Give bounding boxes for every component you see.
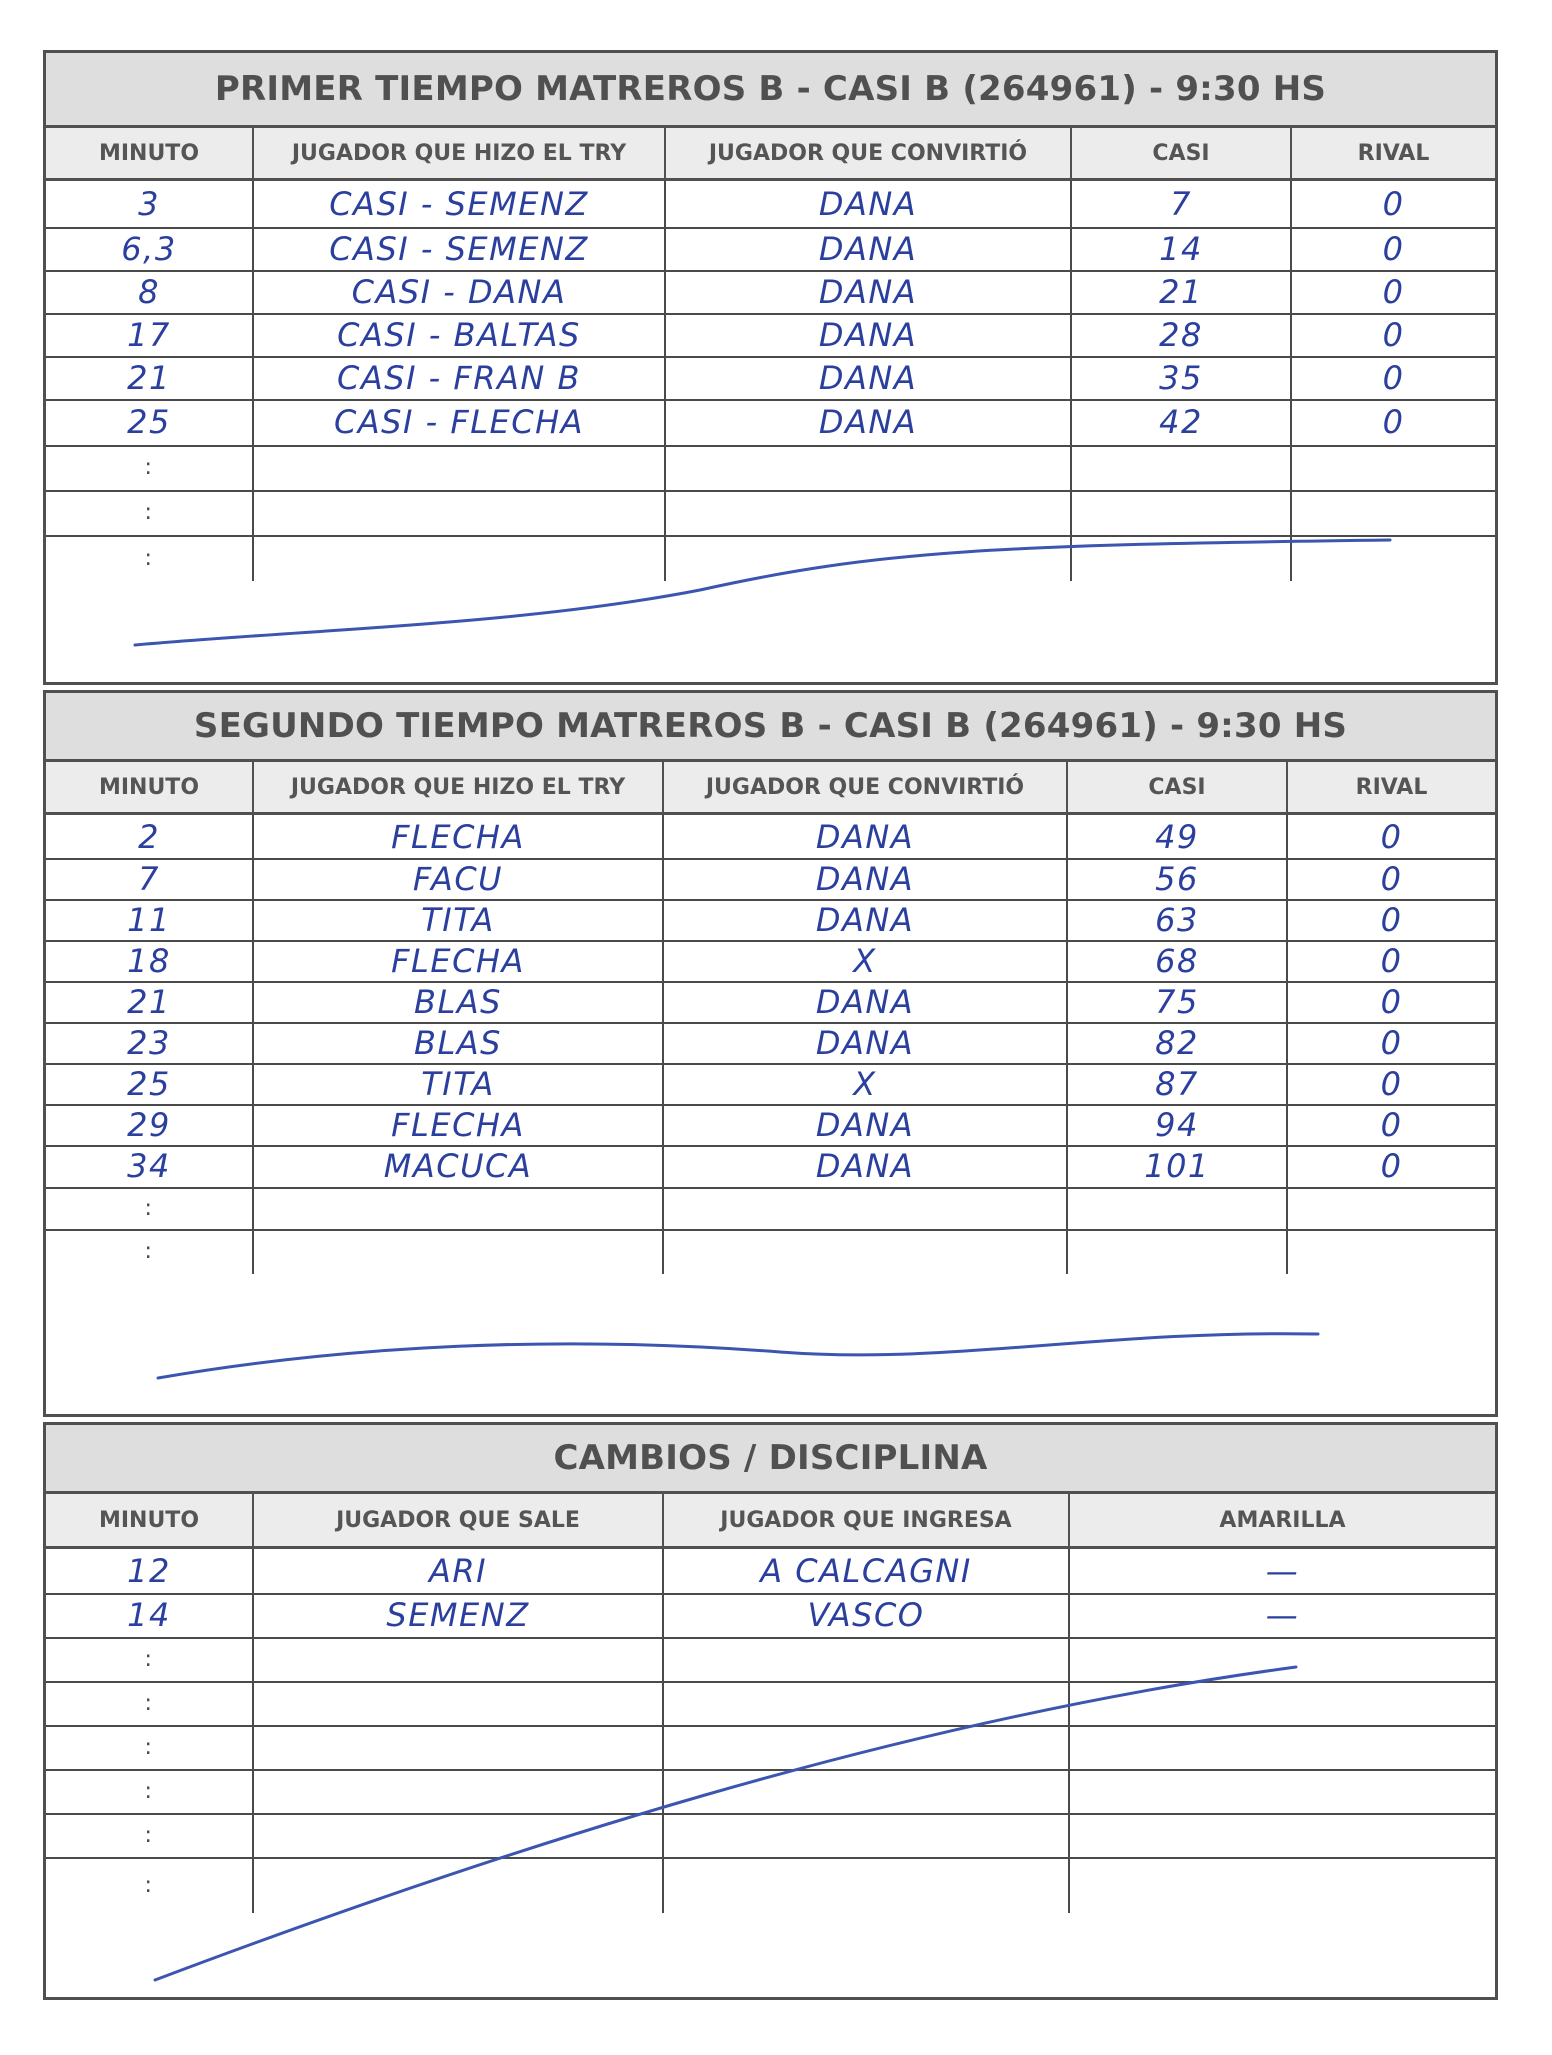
table-row (46, 815, 1495, 860)
cell-rival-score: 0 (1380, 982, 1403, 1021)
header-convirtio: JUGADOR QUE CONVIRTIÓ (666, 128, 1072, 178)
header-try: JUGADOR QUE HIZO EL TRY (254, 762, 664, 812)
table-row (46, 1593, 1495, 1639)
table-row (46, 445, 1495, 492)
second-half-header-row (46, 762, 1495, 815)
cell-amarilla (1070, 1725, 1495, 1769)
cell-amarilla (1070, 1813, 1495, 1857)
cell-player-in (664, 1681, 1070, 1725)
cell-rival-score: 0 (1382, 229, 1405, 268)
cell-casi-score: 42 (1072, 399, 1292, 445)
cell-player-out (254, 1681, 664, 1725)
cell-minuto: 8 (46, 270, 254, 313)
cell-minuto: : (46, 1813, 254, 1857)
cell-player-in (664, 1857, 1070, 1913)
cell-rival-score: 0 (1380, 1064, 1403, 1103)
table-row (46, 356, 1495, 401)
cell-player-in (664, 1813, 1070, 1857)
cell-casi-score: 68 (1068, 940, 1288, 981)
header-sale: JUGADOR QUE SALE (254, 1494, 664, 1546)
table-row (46, 490, 1495, 537)
cell-converter: DANA (666, 181, 1072, 227)
cell-converter: DANA (664, 1104, 1068, 1145)
cell-try-scorer: CASI - FLECHA (254, 399, 666, 445)
cell-minuto: : (46, 490, 254, 535)
cell-converter: DANA (666, 227, 1072, 270)
header-minuto: MINUTO (46, 762, 254, 812)
cell-player-out: ARI (254, 1549, 664, 1593)
cell-amarilla (1070, 1681, 1495, 1725)
cell-try-scorer: BLAS (254, 1022, 664, 1063)
header-ingresa: JUGADOR QUE INGRESA (664, 1494, 1070, 1546)
cell-try-scorer: FLECHA (254, 940, 664, 981)
table-row (46, 1813, 1495, 1859)
cell-try-scorer (254, 535, 666, 581)
cell-minuto: 25 (46, 1063, 254, 1104)
cell-minuto: 17 (46, 313, 254, 356)
cell-rival-score (1288, 1229, 1495, 1274)
cell-casi-score (1068, 1187, 1288, 1229)
cell-casi-score: 21 (1072, 270, 1292, 313)
cell-casi-score: 82 (1068, 1022, 1288, 1063)
cell-player-out (254, 1857, 664, 1913)
cell-minuto: : (46, 1769, 254, 1813)
second-half-title: SEGUNDO TIEMPO MATREROS B - CASI B (264961) - 9:30 HS (46, 693, 1495, 762)
cell-rival-score: 0 (1382, 185, 1405, 223)
cell-casi-score: 101 (1068, 1145, 1288, 1187)
cell-try-scorer: CASI - FRAN B (254, 356, 666, 399)
table-row (46, 181, 1495, 229)
cell-casi-score: 63 (1068, 899, 1288, 940)
cell-minuto: 2 (46, 815, 254, 858)
cell-rival-score: 0 (1382, 358, 1405, 397)
table-row (46, 1681, 1495, 1727)
cell-minuto: : (46, 1229, 254, 1274)
cell-minuto: 29 (46, 1104, 254, 1145)
cell-converter: DANA (664, 899, 1068, 940)
table-row (46, 1145, 1495, 1189)
cell-converter: DANA (664, 1022, 1068, 1063)
cell-converter: X (664, 1063, 1068, 1104)
cell-converter: DANA (666, 313, 1072, 356)
table-row (46, 1769, 1495, 1815)
cell-player-in (664, 1637, 1070, 1681)
cell-amarilla (1070, 1637, 1495, 1681)
cell-try-scorer: FACU (254, 858, 664, 899)
cell-casi-score: 87 (1068, 1063, 1288, 1104)
cell-try-scorer: BLAS (254, 981, 664, 1022)
cell-minuto: 12 (46, 1549, 254, 1593)
header-try: JUGADOR QUE HIZO EL TRY (254, 128, 666, 178)
cell-player-out: SEMENZ (254, 1593, 664, 1637)
cell-try-scorer: TITA (254, 1063, 664, 1104)
cell-player-out (254, 1769, 664, 1813)
cell-casi-score: 7 (1072, 181, 1292, 227)
cell-rival-score: 0 (1380, 817, 1403, 856)
cell-converter: DANA (666, 356, 1072, 399)
first-half-title: PRIMER TIEMPO MATREROS B - CASI B (264961) - 9:30 HS (46, 53, 1495, 128)
cell-casi-score (1068, 1229, 1288, 1274)
cell-minuto: 18 (46, 940, 254, 981)
cell-player-out (254, 1637, 664, 1681)
table-row (46, 535, 1495, 581)
first-half-section (43, 50, 1498, 685)
header-casi: CASI (1072, 128, 1292, 178)
cell-minuto: 23 (46, 1022, 254, 1063)
table-row (46, 1063, 1495, 1106)
cell-converter (666, 490, 1072, 535)
cell-minuto: : (46, 1637, 254, 1681)
header-minuto: MINUTO (46, 1494, 254, 1546)
cell-try-scorer: CASI - SEMENZ (254, 227, 666, 270)
cell-converter: DANA (666, 399, 1072, 445)
cell-player-in: VASCO (664, 1593, 1070, 1637)
table-row (46, 399, 1495, 447)
table-row (46, 227, 1495, 272)
cell-minuto: : (46, 535, 254, 581)
cell-minuto: 6,3 (46, 227, 254, 270)
header-rival: RIVAL (1357, 140, 1430, 166)
cell-casi-score (1072, 445, 1292, 490)
changes-header-row (46, 1494, 1495, 1549)
table-row (46, 1022, 1495, 1065)
cell-try-scorer (254, 490, 666, 535)
cell-casi-score: 75 (1068, 981, 1288, 1022)
cell-casi-score (1072, 535, 1292, 581)
cell-rival-score: 0 (1380, 900, 1403, 939)
cell-converter (664, 1229, 1068, 1274)
cell-minuto: : (46, 445, 254, 490)
cell-converter: DANA (666, 270, 1072, 313)
cell-converter: DANA (664, 815, 1068, 858)
cell-converter: DANA (664, 1145, 1068, 1187)
cell-rival-score (1292, 535, 1495, 581)
cell-try-scorer (254, 445, 666, 490)
cell-amarilla: — (1265, 1596, 1300, 1634)
cell-converter: X (664, 940, 1068, 981)
cell-minuto: 21 (46, 356, 254, 399)
cell-rival-score: 0 (1380, 1105, 1403, 1144)
cell-minuto: 25 (46, 399, 254, 445)
cell-rival-score: 0 (1380, 1147, 1403, 1185)
cell-rival-score: 0 (1382, 272, 1405, 311)
second-half-section (43, 690, 1498, 1417)
table-row (46, 940, 1495, 983)
cell-casi-score: 56 (1068, 858, 1288, 899)
cell-rival-score: 0 (1380, 859, 1403, 898)
cell-minuto: 14 (46, 1593, 254, 1637)
cell-try-scorer: CASI - BALTAS (254, 313, 666, 356)
cell-try-scorer (254, 1229, 664, 1274)
cell-casi-score: 94 (1068, 1104, 1288, 1145)
cell-rival-score (1288, 1187, 1495, 1229)
cell-player-out (254, 1813, 664, 1857)
cell-try-scorer: CASI - DANA (254, 270, 666, 313)
first-half-header-row (46, 128, 1495, 181)
cell-rival-score: 0 (1380, 1023, 1403, 1062)
cell-try-scorer: FLECHA (254, 815, 664, 858)
cell-amarilla (1070, 1769, 1495, 1813)
table-row (46, 1857, 1495, 1913)
table-row (46, 1187, 1495, 1231)
cell-casi-score: 49 (1068, 815, 1288, 858)
cell-try-scorer: FLECHA (254, 1104, 664, 1145)
cell-player-out (254, 1725, 664, 1769)
cell-minuto: : (46, 1857, 254, 1913)
cell-converter: DANA (664, 981, 1068, 1022)
cell-minuto: 7 (46, 858, 254, 899)
changes-section (43, 1422, 1498, 2000)
cell-casi-score: 35 (1072, 356, 1292, 399)
header-amarilla: AMARILLA (1219, 1507, 1346, 1533)
header-rival: RIVAL (1355, 774, 1428, 800)
table-row (46, 270, 1495, 315)
cell-rival-score: 0 (1382, 315, 1405, 354)
cell-casi-score (1072, 490, 1292, 535)
cell-rival-score (1292, 490, 1495, 535)
table-row (46, 858, 1495, 901)
changes-title: CAMBIOS / DISCIPLINA (46, 1425, 1495, 1494)
cell-minuto: 3 (46, 181, 254, 227)
cell-try-scorer: TITA (254, 899, 664, 940)
table-row (46, 1549, 1495, 1595)
cell-converter (666, 445, 1072, 490)
cell-minuto: 11 (46, 899, 254, 940)
cell-converter: DANA (664, 858, 1068, 899)
cell-try-scorer: MACUCA (254, 1145, 664, 1187)
cell-minuto: 34 (46, 1145, 254, 1187)
cell-rival-score: 0 (1380, 941, 1403, 980)
cell-minuto: 21 (46, 981, 254, 1022)
cell-rival-score: 0 (1382, 403, 1405, 441)
cell-amarilla: — (1265, 1552, 1300, 1590)
cell-player-in (664, 1769, 1070, 1813)
table-row (46, 313, 1495, 358)
cell-minuto: : (46, 1681, 254, 1725)
cell-try-scorer: CASI - SEMENZ (254, 181, 666, 227)
cell-casi-score: 28 (1072, 313, 1292, 356)
table-row (46, 1637, 1495, 1683)
cell-player-in: A CALCAGNI (664, 1549, 1070, 1593)
cell-converter (666, 535, 1072, 581)
header-casi: CASI (1068, 762, 1288, 812)
table-row (46, 1725, 1495, 1771)
cell-player-in (664, 1725, 1070, 1769)
header-convirtio: JUGADOR QUE CONVIRTIÓ (664, 762, 1068, 812)
cell-amarilla (1070, 1857, 1495, 1913)
table-row (46, 1104, 1495, 1147)
cell-minuto: : (46, 1725, 254, 1769)
cell-rival-score (1292, 445, 1495, 490)
table-row (46, 1229, 1495, 1274)
table-row (46, 981, 1495, 1024)
table-row (46, 899, 1495, 942)
header-minuto: MINUTO (46, 128, 254, 178)
cell-try-scorer (254, 1187, 664, 1229)
cell-casi-score: 14 (1072, 227, 1292, 270)
cell-minuto: : (46, 1187, 254, 1229)
cell-converter (664, 1187, 1068, 1229)
